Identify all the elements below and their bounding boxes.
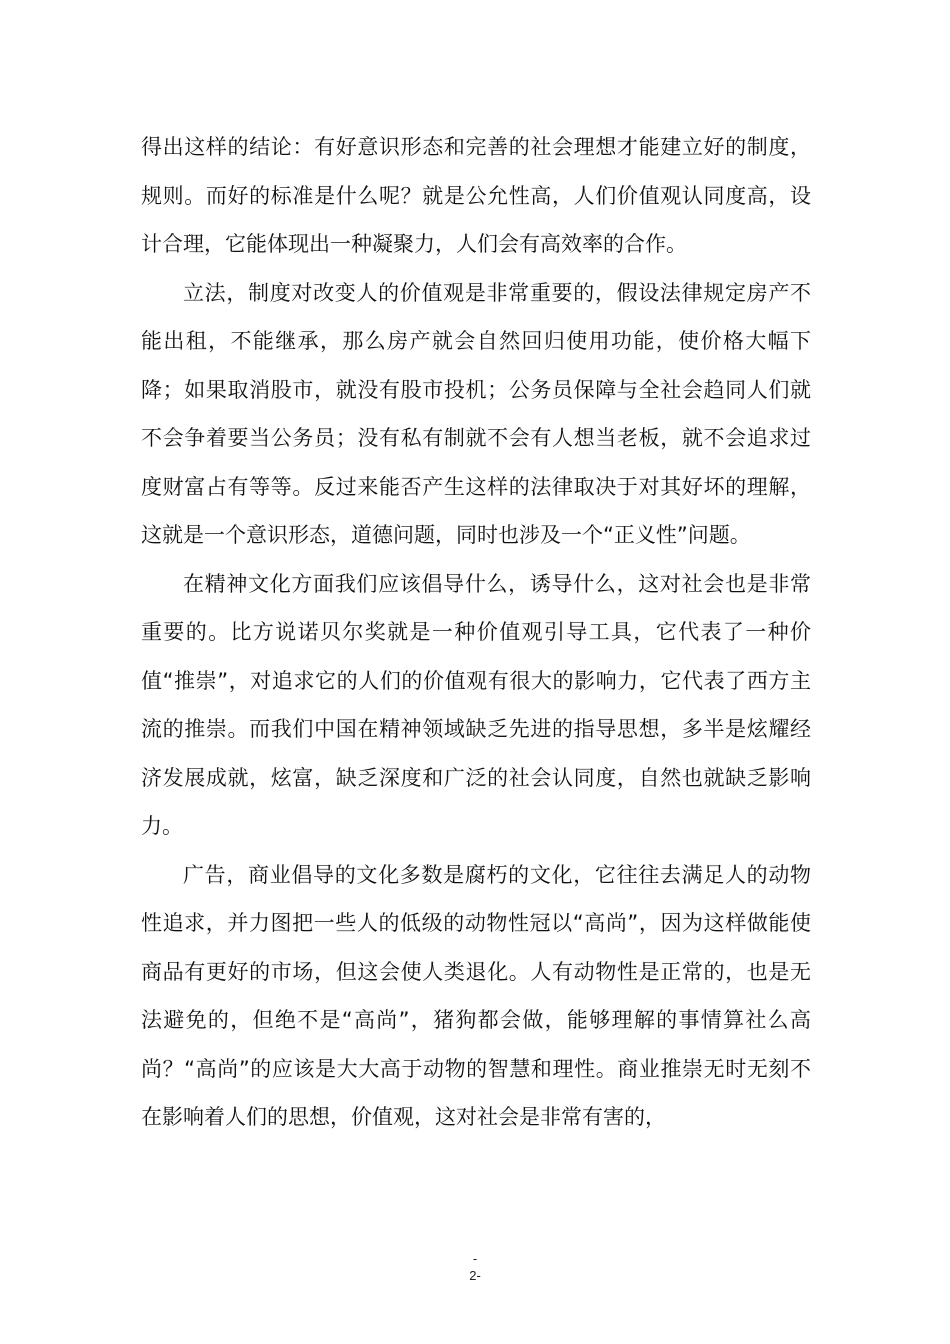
body-text — [141, 123, 811, 1142]
paragraph-3: 在精神文化方面我们应该倡导什么，诱导什么，这对社会也是非常重要的。比方说诺贝尔奖就是一种价值观引导工具，它代表了一种价值“推崇”，对追求它的人们的价值观有很大的影响力，它代表了西方主流的推崇。而我们中国在精神领域缺乏先进的指导思想，多半是炫耀经济发展成就，炫富，缺乏深度和广泛的社会认同度，自然也就缺乏影响力。 — [141, 571, 811, 838]
page-number: 2- — [469, 1268, 481, 1283]
paragraph-4: 广告，商业倡导的文化多数是腐朽的文化，它往往去满足人的动物性追求，并力图把一些人的低级的动物性冠以“高尚”，因为这样做能使商品有更好的市场，但这会使人类退化。人有动物性是正常的，也是无法避免的，但绝不是“高尚”，猪狗都会做，能够理解的事情算社么高尚？“高尚”的应该是大大高于动物的智慧和理性。商业推崇无时无刻不在影响着人们的思想，价值观，这对社会是非常有害的， — [141, 862, 811, 1129]
paragraph-2: 立法，制度对改变人的价值观是非常重要的，假设法律规定房产不能出租，不能继承，那么房产就会自然回归使用功能，使价格大幅下降；如果取消股市，就没有股市投机；公务员保障与全社会趋同人们就不会争着要当公务员；没有私有制就不会有人想当老板，就不会追求过度财富占有等等。反过来能否产生这样的法律取决于对其好坏的理解，这就是一个意识形态，道德问题，同时也涉及一个“正义性”问题。 — [141, 280, 811, 547]
paragraph-1: 得出这样的结论：有好意识形态和完善的社会理想才能建立好的制度，规则。而好的标准是什么呢？就是公允性高，人们价值观认同度高，设计合理，它能体现出一种凝聚力，人们会有高效率的合作。 — [141, 135, 811, 256]
footer-dash: - — [472, 1251, 478, 1266]
